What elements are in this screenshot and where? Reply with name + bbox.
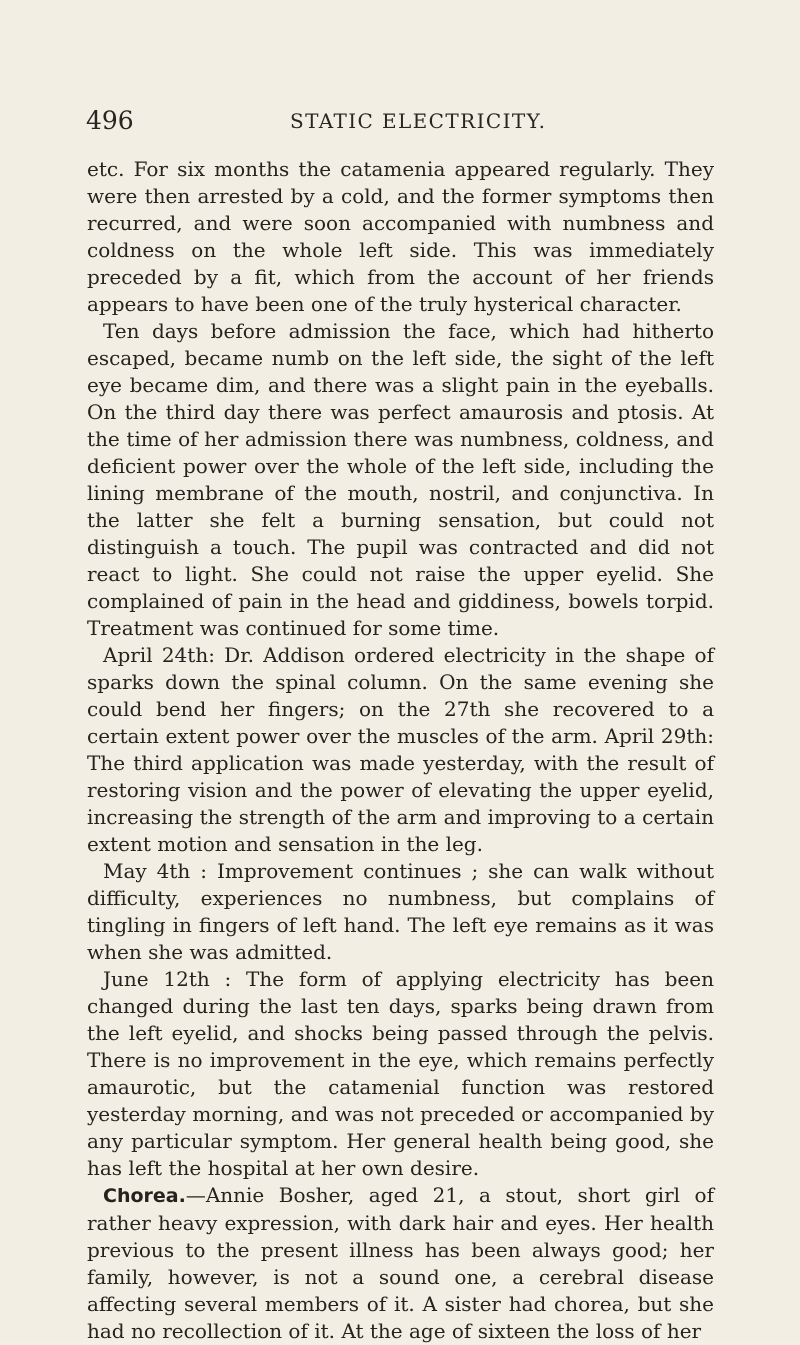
- paragraph-may: May 4th : Improvement continues ; she can walk without difficulty, experiences no numbness, but complains of tingling in fingers of left hand. The left eye remains as it was when she was admitted.: [87, 859, 714, 964]
- chorea-heading: Chorea.: [103, 1185, 186, 1207]
- paragraph-ten-days: Ten days before admission the face, which had hitherto escaped, became numb on the left side, the sight of the left eye became dim, and there was a slight pain in the eyeballs. On the third day there was perfect amaurosis and ptosis. At the time of her admission there was numbness, coldness, and deficient power over the whole of the left side, including the lining membrane of the mouth, nostril, and conjunctiva. In the latter she felt a burning sensation, but could not distinguish a touch. The pupil was contracted and did not react to light. She could not raise the upper eyelid. She complained of pain in the head and giddiness, bowels torpid. Treatment was continued for some time.: [87, 319, 714, 640]
- paragraph-june: June 12th : The form of applying electricity has been changed during the last ten days, sparks being drawn from the left eyelid, and shocks being passed through the pelvis. There is no improvement in the eye, which remains perfectly amaurotic, but the catamenial function was restored yesterday morning, and was not preceded or accompanied by any particular symptom. Her general health being good, she has left the hospital at her own desire.: [87, 967, 714, 1180]
- page-number: 496: [86, 106, 134, 135]
- paragraph-april: April 24th: Dr. Addison ordered electricity in the shape of sparks down the spinal column. On the same evening she could bend her fingers; on the 27th she recovered to a certain extent power over the muscles of the arm. April 29th: The third application was made yesterday, with the result of restoring vision and the power of elevating the upper eyelid, increasing the strength of the arm and improving to a certain extent motion and sensation in the leg.: [87, 643, 714, 856]
- page-header: [86, 106, 746, 142]
- chorea-text: —Annie Bosher, aged 21, a stout, short girl of rather heavy expression, with dark hair and eyes. Her health previous to the present illness has been always good; her family, however, is not a sound one, a cerebral disease affecting several members of it. A sister had chorea, but she had no recollection of it. At the age of sixteen the loss of her: [87, 1183, 714, 1343]
- body-text: [87, 156, 714, 1345]
- paragraph-continuation: etc. For six months the catamenia appeared regularly. They were then arrested by a cold, and the former symptoms then recurred, and were soon accompanied with numbness and coldness on the whole left side. This was immediately preceded by a fit, which from the account of her friends appears to have been one of the truly hysterical character.: [87, 157, 714, 316]
- running-title: STATIC ELECTRICITY.: [290, 109, 547, 133]
- paragraph-chorea: [87, 1182, 714, 1345]
